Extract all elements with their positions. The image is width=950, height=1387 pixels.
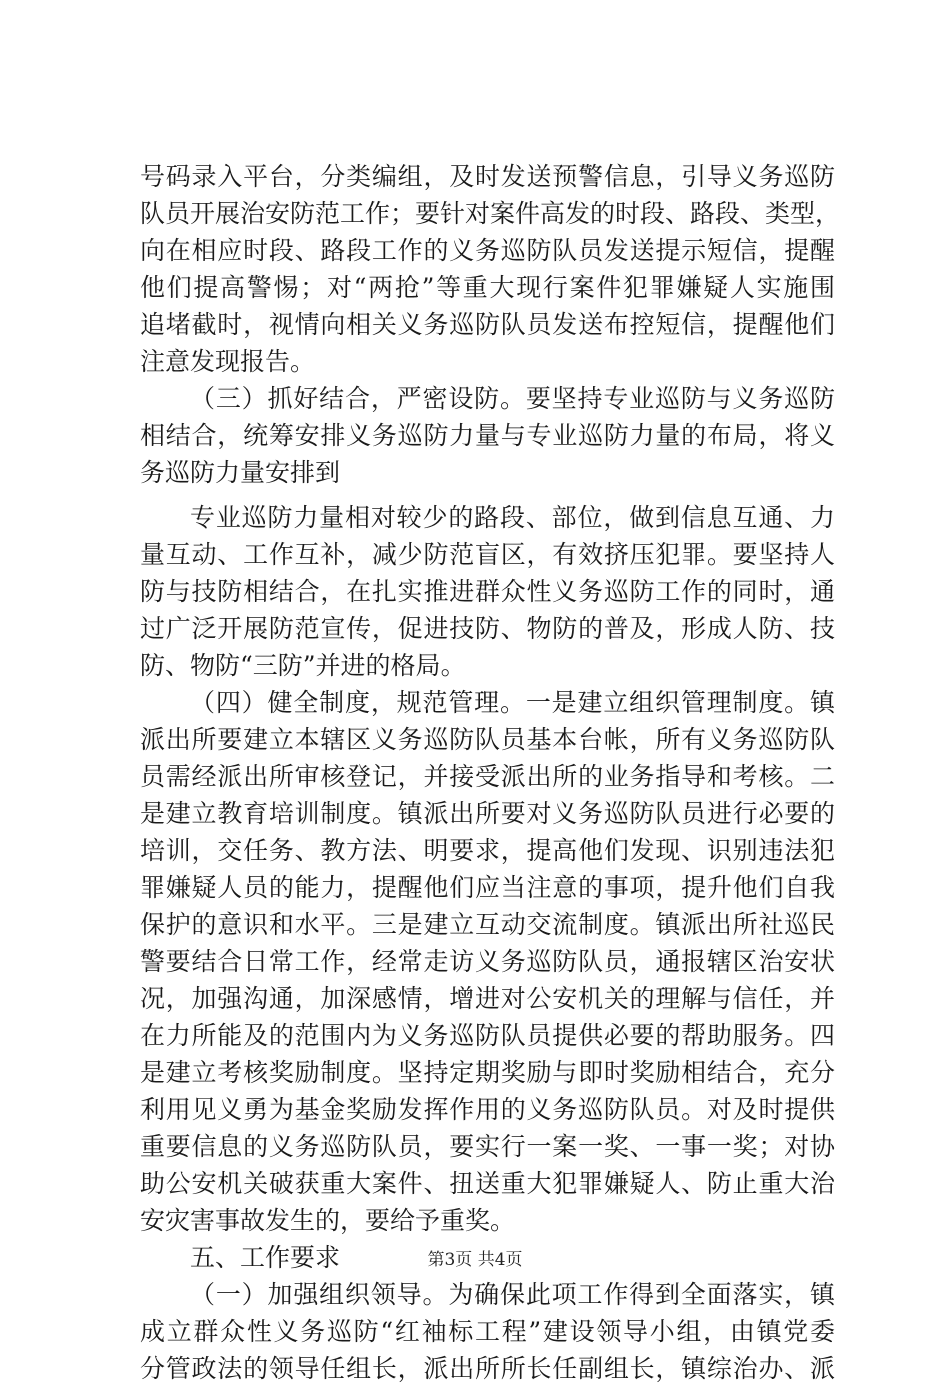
- text-line: 相结合，统筹安排义务巡防力量与专业巡防力量的布局，将义: [140, 421, 835, 450]
- paragraph-start-line: 专业巡防力量相对较少的路段、部位，做到信息互通、力: [190, 503, 835, 532]
- text-line: 重要信息的义务巡防队员，要实行一案一奖、一事一奖；对协: [140, 1132, 835, 1161]
- text-line: 分管政法的领导任组长，派出所所长任副组长，镇综治办、派: [140, 1354, 835, 1383]
- text-line: 警要结合日常工作，经常走访义务巡防队员，通报辖区治安状: [140, 947, 835, 976]
- text-line: 是建立教育培训制度。镇派出所要对义务巡防队员进行必要的: [140, 799, 835, 828]
- text-line: 队员开展治安防范工作；要针对案件高发的时段、路段、类型，: [140, 199, 841, 228]
- page-number-footer: 第3页 共4页: [427, 1250, 523, 1270]
- text-line: 保护的意识和水平。三是建立互动交流制度。镇派出所社巡民: [140, 910, 835, 939]
- text-line: 防与技防相结合，在扎实推进群众性义务巡防工作的同时，通: [140, 577, 835, 606]
- document-body: [140, 158, 841, 1387]
- section-heading: 五、工作要求: [190, 1243, 341, 1272]
- paragraph-start-line: （四）健全制度，规范管理。一是建立组织管理制度。镇: [190, 688, 835, 717]
- paragraph-gap: [140, 491, 835, 499]
- text-line: 务巡防力量安排到: [140, 458, 341, 487]
- text-line: 员需经派出所审核登记，并接受派出所的业务指导和考核。二: [140, 762, 835, 791]
- text-line: 利用见义勇为基金奖励发挥作用的义务巡防队员。对及时提供: [140, 1095, 835, 1124]
- text-line: 防、物防“三防”并进的格局。: [140, 651, 466, 680]
- paragraph-start-line: （三）抓好结合，严密设防。要坚持专业巡防与义务巡防: [190, 384, 835, 413]
- text-line: 追堵截时，视情向相关义务巡防队员发送布控短信，提醒他们: [140, 310, 835, 339]
- text-line: 在力所能及的范围内为义务巡防队员提供必要的帮助服务。四: [140, 1021, 835, 1050]
- text-line: 罪嫌疑人员的能力，提醒他们应当注意的事项，提升他们自我: [140, 873, 835, 902]
- text-line: 他们提高警惕；对“两抢”等重大现行案件犯罪嫌疑人实施围: [140, 273, 835, 302]
- text-line: 安灾害事故发生的，要给予重奖。: [140, 1206, 516, 1235]
- text-line: 量互动、工作互补，减少防范盲区，有效挤压犯罪。要坚持人: [140, 540, 835, 569]
- paragraph-start-line: （一）加强组织领导。为确保此项工作得到全面落实，镇: [190, 1280, 835, 1309]
- text-line: 培训，交任务、教方法、明要求，提高他们发现、识别违法犯: [140, 836, 835, 865]
- text-line: 注意发现报告。: [140, 347, 316, 376]
- text-line: 向在相应时段、路段工作的义务巡防队员发送提示短信，提醒: [140, 236, 835, 265]
- text-line: 助公安机关破获重大案件、扭送重大犯罪嫌疑人、防止重大治: [140, 1169, 835, 1198]
- text-line: 派出所要建立本辖区义务巡防队员基本台帐，所有义务巡防队: [140, 725, 835, 754]
- text-line: 过广泛开展防范宣传，促进技防、物防的普及，形成人防、技: [140, 614, 835, 643]
- text-line: 号码录入平台，分类编组，及时发送预警信息，引导义务巡防: [140, 162, 835, 191]
- text-line: 况，加强沟通，加深感情，增进对公安机关的理解与信任，并: [140, 984, 835, 1013]
- text-line: 成立群众性义务巡防“红袖标工程”建设领导小组，由镇党委: [140, 1317, 835, 1346]
- text-line: 是建立考核奖励制度。坚持定期奖励与即时奖励相结合，充分: [140, 1058, 835, 1087]
